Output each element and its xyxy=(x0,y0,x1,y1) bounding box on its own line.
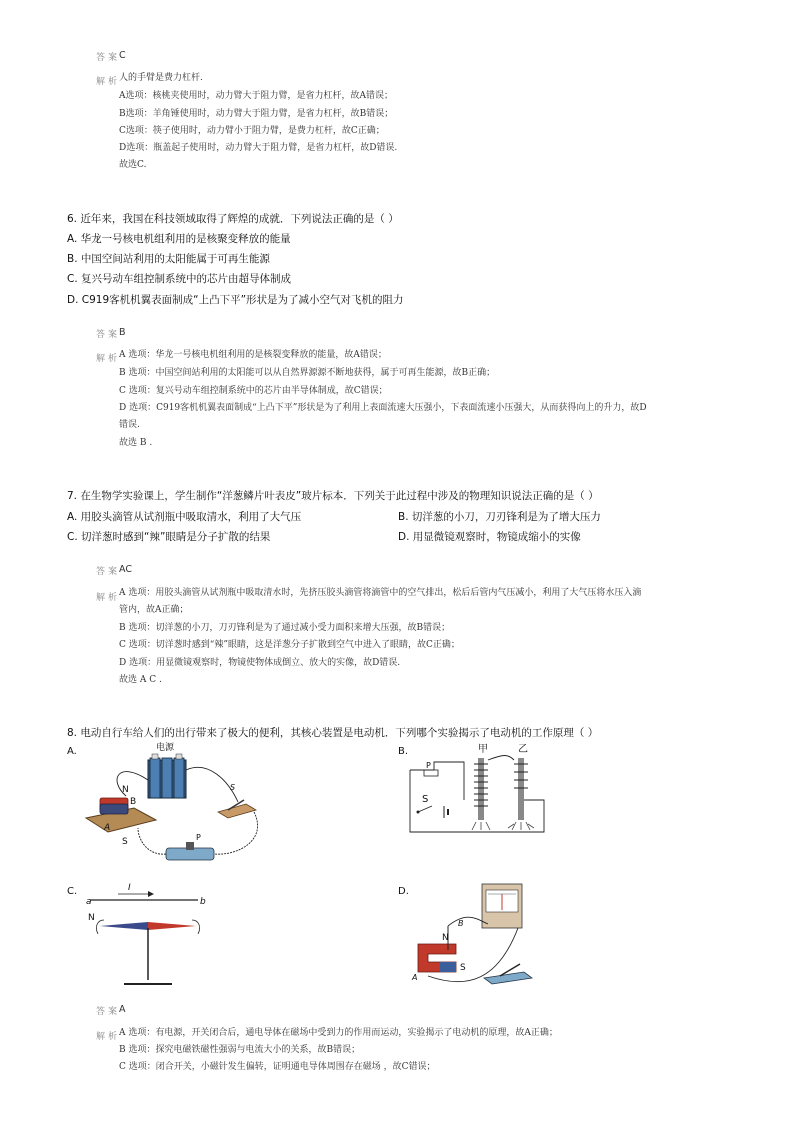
analysis-line: D 选项：C919客机机翼表面制成“上凸下平”形状是为了利用上表面流速大压强小，下表面流速小压强大，从而获得向上的升力，故D xyxy=(119,403,647,413)
p-label: P xyxy=(426,761,431,770)
analysis-label: 解析 xyxy=(96,354,121,364)
a-label: A xyxy=(412,973,418,982)
analysis-line: 故选C. xyxy=(119,160,147,170)
switch-s-label: S xyxy=(230,783,236,792)
analysis-line: B 选项：切洋葱的小刀，刀刃锋利是为了通过减小受力面积来增大压强，故B错误； xyxy=(119,623,451,633)
analysis-line: A 选项：有电源，开关闭合后，通电导体在磁场中受到力的作用而运动，实验揭示了电动机的原理，故A正确； xyxy=(119,1028,558,1038)
switch-icon xyxy=(484,964,532,984)
analysis-line: C 选项：切洋葱时感到“辣”眼睛，这是洋葱分子扩散到空气中进入了眼睛，故C正确； xyxy=(119,640,460,650)
b-label: B xyxy=(130,797,137,807)
analysis-line: B 选项：中国空间站利用的太阳能可以从自然界源源不断地获得，属于可再生能源，故B正确； xyxy=(119,368,496,378)
analysis-line: D选项：瓶盖起子使用时，动力臂大于阻力臂，是省力杠杆，故D错误. xyxy=(119,143,398,153)
answer-value: B xyxy=(119,327,126,338)
a-label: A xyxy=(104,823,111,833)
b-label: b xyxy=(200,897,206,907)
option-b: B. 中国空间站利用的太阳能属于可再生能源 xyxy=(67,253,270,265)
analysis-line: D 选项：用显微镜观察时，物镜使物体成倒立、放大的实像，故D错误. xyxy=(119,658,401,668)
option-a: A. 用胶头滴管从试剂瓶中吸取清水，利用了大气压 xyxy=(67,511,302,523)
analysis-line: 错误. xyxy=(119,420,140,430)
analysis-line: C选项：筷子使用时，动力臂小于阻力臂，是费力杠杆，故C正确； xyxy=(119,126,385,136)
p-label: P xyxy=(196,833,201,842)
question-stem: 6. 近年来，我国在科技领域取得了辉煌的成就．下列说法正确的是（ ） xyxy=(67,213,399,225)
option-d: D. 用显微镜观察时，物镜成缩小的实像 xyxy=(398,531,581,543)
rheostat-icon xyxy=(166,842,214,860)
answer-label: 答案 xyxy=(96,330,121,340)
galvanometer-icon xyxy=(482,884,522,928)
option-a: A. 华龙一号核电机组利用的是核聚变释放的能量 xyxy=(67,233,291,245)
battery-pack-icon xyxy=(148,754,186,798)
power-label: 电源 xyxy=(156,743,175,753)
switch-icon xyxy=(417,806,433,814)
analysis-label: 解析 xyxy=(96,1032,121,1042)
n-label: N xyxy=(442,933,449,943)
answer-value: A xyxy=(119,1004,126,1015)
option-c-label: C. xyxy=(67,886,78,897)
compass-needle-icon xyxy=(100,922,196,984)
answer-label: 答案 xyxy=(96,53,121,63)
option-d-label: D. xyxy=(398,886,409,897)
switch-icon xyxy=(218,800,256,818)
option-d: D. C919客机机翼表面制成“上凸下平”形状是为了减小空气对飞机的阻力 xyxy=(67,294,404,306)
s-label: S xyxy=(422,794,429,805)
current-label: I xyxy=(128,883,131,893)
answer-value: C xyxy=(119,50,126,61)
s-label: S xyxy=(122,837,128,847)
yi-label: 乙 xyxy=(518,744,528,755)
option-b-label: B. xyxy=(398,746,409,757)
analysis-line: C 选项：复兴号动车组控制系统中的芯片由半导体制成，故C错误； xyxy=(119,386,388,396)
option-c: C. 复兴号动车组控制系统中的芯片由超导体制成 xyxy=(67,273,292,285)
jia-label: 甲 xyxy=(478,744,488,755)
answer-value: AC xyxy=(119,564,132,575)
analysis-line: A 选项：华龙一号核电机组利用的是核裂变释放的能量，故A错误； xyxy=(119,350,387,360)
a-label: a xyxy=(86,897,92,907)
analysis-line: 故选 B . xyxy=(119,438,153,448)
figure-c-oersted-experiment xyxy=(78,880,228,990)
option-b: B. 切洋葱的小刀，刀刃锋利是为了增大压力 xyxy=(398,511,601,523)
figure-d-induction-experiment xyxy=(408,880,568,986)
b-label: B xyxy=(458,919,464,928)
analysis-line: 故选 A C . xyxy=(119,675,162,685)
option-c: C. 切洋葱时感到“辣”眼睛是分子扩散的结果 xyxy=(67,531,271,543)
analysis-line: 管内，故A正确； xyxy=(119,605,189,615)
analysis-line: B选项：羊角锤使用时，动力臂大于阻力臂，是省力杠杆，故B错误； xyxy=(119,109,394,119)
analysis-line: A选项：核桃夹使用时，动力臂大于阻力臂，是省力杠杆，故A错误； xyxy=(119,91,394,101)
analysis-line: C 选项：闭合开关，小磁针发生偏转，证明通电导体周围存在磁场 ，故C错误； xyxy=(119,1062,436,1072)
s-label: S xyxy=(460,963,466,973)
analysis-line: A 选项：用胶头滴管从试剂瓶中吸取清水时，先挤压胶头滴管将滴管中的空气排出，松后后管内气压减小，利用了大气压将水压入滴 xyxy=(119,588,642,598)
battery-icon xyxy=(444,806,448,818)
electromagnet-jia-icon xyxy=(472,758,490,830)
answer-label: 答案 xyxy=(96,1007,121,1017)
option-a-label: A. xyxy=(67,746,77,757)
analysis-line: 人的手臂是费力杠杆. xyxy=(119,73,203,83)
figure-b-electromagnet-experiment xyxy=(404,740,554,836)
answer-label: 答案 xyxy=(96,567,121,577)
electromagnet-yi-icon xyxy=(508,758,534,830)
n-label: N xyxy=(122,785,129,795)
analysis-label: 解析 xyxy=(96,77,121,87)
question-stem: 8. 电动自行车给人们的出行带来了极大的便利，其核心装置是电动机．下列哪个实验揭示了电动机的工作原理（ ） xyxy=(67,727,599,739)
n-label: N xyxy=(88,913,95,923)
question-stem: 7. 在生物学实验课上，学生制作“洋葱鳞片叶表皮”玻片标本．下列关于此过程中涉及的物理知识说法正确的是（ ） xyxy=(67,490,599,502)
analysis-label: 解析 xyxy=(96,593,121,603)
analysis-line: B 选项：探究电磁铁磁性强弱与电流大小的关系，故B错误； xyxy=(119,1045,361,1055)
figure-a-motor-experiment xyxy=(78,740,278,880)
magnet-icon xyxy=(418,944,456,972)
